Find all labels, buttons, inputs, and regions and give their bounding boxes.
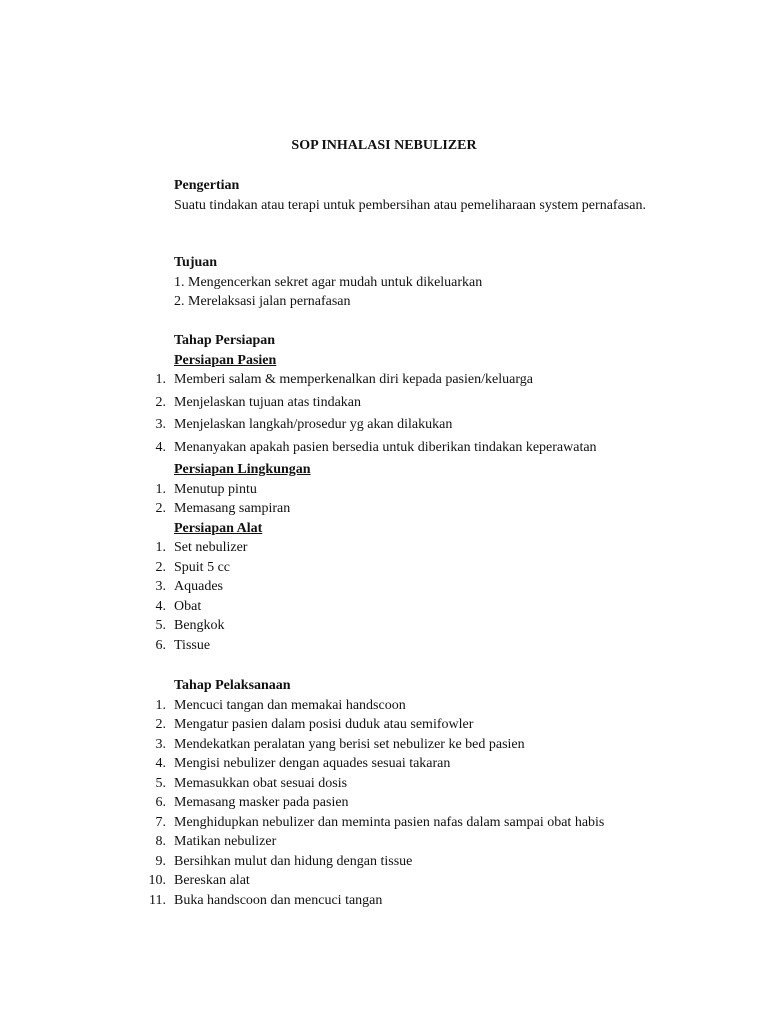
list-text: Spuit 5 cc [174, 559, 230, 575]
list-item [149, 891, 658, 911]
list-text: Menutup pintu [174, 481, 257, 497]
list-number: 2. [155, 559, 166, 575]
section-persiapan [155, 331, 658, 655]
list-item [155, 558, 658, 578]
list-number: 7. [155, 814, 166, 830]
list-text: Bereskan alat [174, 873, 250, 888]
list-item [155, 597, 658, 617]
list-number: 4. [155, 439, 166, 455]
list-text: Matikan nebulizer [174, 834, 277, 849]
subheading-persiapan-lingkungan: Persiapan Lingkungan [174, 462, 311, 477]
list-text: Bengkok [174, 618, 225, 633]
list-item [155, 480, 658, 500]
list-text: Mendekatkan peralatan yang berisi set nebulizer ke bed pasien [174, 736, 525, 752]
list-item [155, 774, 658, 794]
list-text: Memasang sampiran [174, 501, 291, 516]
list-item [155, 415, 658, 435]
list-item [148, 871, 658, 891]
list-item [155, 577, 658, 597]
list-text: Buka handscoon dan mencuci tangan [174, 892, 383, 908]
list-pelaksanaan [148, 696, 658, 911]
list-text: Set nebulizer [174, 540, 248, 555]
list-item [155, 393, 658, 413]
list-number: 6. [155, 637, 166, 653]
list-item [155, 538, 658, 558]
list-number: 3. [155, 417, 166, 432]
section-heading-tujuan: Tujuan [174, 255, 218, 270]
list-number: 1. [155, 540, 166, 555]
list-text: Menghidupkan nebulizer dan meminta pasien nafas dalam sampai obat habis [174, 814, 605, 830]
list-number: 2. [155, 394, 166, 410]
list-number: 2. [155, 501, 166, 516]
list-number: 1. [155, 372, 166, 387]
list-item [155, 832, 658, 852]
list-text: Memasukkan obat sesuai dosis [174, 775, 348, 791]
list-text: Mengisi nebulizer dengan aquades sesuai takaran [174, 756, 451, 771]
list-text: Aquades [174, 579, 223, 594]
list-persiapan-pasien [155, 370, 658, 457]
list-text: Mengatur pasien dalam posisi duduk atau semifowler [174, 717, 474, 732]
list-persiapan-lingkungan [155, 480, 658, 519]
list-item [155, 370, 658, 390]
list-text: Mencuci tangan dan memakai handscoon [174, 697, 406, 713]
list-item [155, 852, 658, 872]
list-text: Bersihkan mulut dan hidung dengan tissue [174, 853, 413, 869]
list-number: 5. [155, 618, 166, 633]
list-number: 4. [155, 756, 166, 771]
list-item [155, 793, 658, 813]
list-text: Obat [174, 598, 202, 614]
pengertian-text: Suatu tindakan atau terapi untuk pembersihan atau pemeliharaan system pernafasan. [174, 197, 646, 213]
list-text: Memberi salam & memperkenalkan diri kepada pasien/keluarga [174, 372, 533, 387]
list-text: Memasang masker pada pasien [174, 795, 349, 810]
list-item [155, 636, 658, 656]
list-item [155, 715, 658, 735]
section-pengertian [174, 176, 658, 215]
list-number: 3. [155, 736, 166, 752]
tujuan-item: 2. Merelaksasi jalan pernafasan [174, 294, 351, 309]
list-number: 10. [148, 873, 166, 888]
list-item [155, 499, 658, 519]
list-number: 8. [155, 834, 166, 849]
list-number: 2. [155, 717, 166, 732]
list-item [155, 754, 658, 774]
list-number: 3. [155, 579, 166, 594]
list-persiapan-alat [155, 538, 658, 655]
subheading-persiapan-pasien: Persiapan Pasien [174, 352, 277, 368]
list-item [155, 616, 658, 636]
section-tujuan [174, 253, 658, 312]
list-item [155, 813, 658, 833]
list-number: 5. [155, 775, 166, 791]
section-pelaksanaan [148, 676, 658, 910]
list-text: Menanyakan apakah pasien bersedia untuk diberikan tindakan keperawatan [174, 439, 597, 455]
section-heading-pelaksanaan: Tahap Pelaksanaan [174, 678, 291, 693]
list-item [155, 735, 658, 755]
list-item [155, 438, 658, 458]
list-number: 6. [155, 795, 166, 810]
tujuan-item: 1. Mengencerkan sekret agar mudah untuk dikeluarkan [174, 274, 483, 290]
list-number: 11. [149, 892, 166, 908]
list-text: Tissue [174, 637, 211, 653]
list-text: Menjelaskan langkah/prosedur yg akan dilakukan [174, 417, 453, 432]
section-heading-pengertian: Pengertian [174, 178, 240, 193]
list-number: 1. [155, 697, 166, 713]
document-title: SOP INHALASI NEBULIZER [291, 138, 477, 153]
list-number: 4. [155, 598, 166, 614]
list-item [155, 696, 658, 716]
section-heading-persiapan: Tahap Persiapan [174, 333, 276, 348]
list-text: Menjelaskan tujuan atas tindakan [174, 394, 361, 410]
list-number: 9. [155, 853, 166, 869]
list-number: 1. [155, 481, 166, 497]
subheading-persiapan-alat: Persiapan Alat [174, 520, 263, 536]
